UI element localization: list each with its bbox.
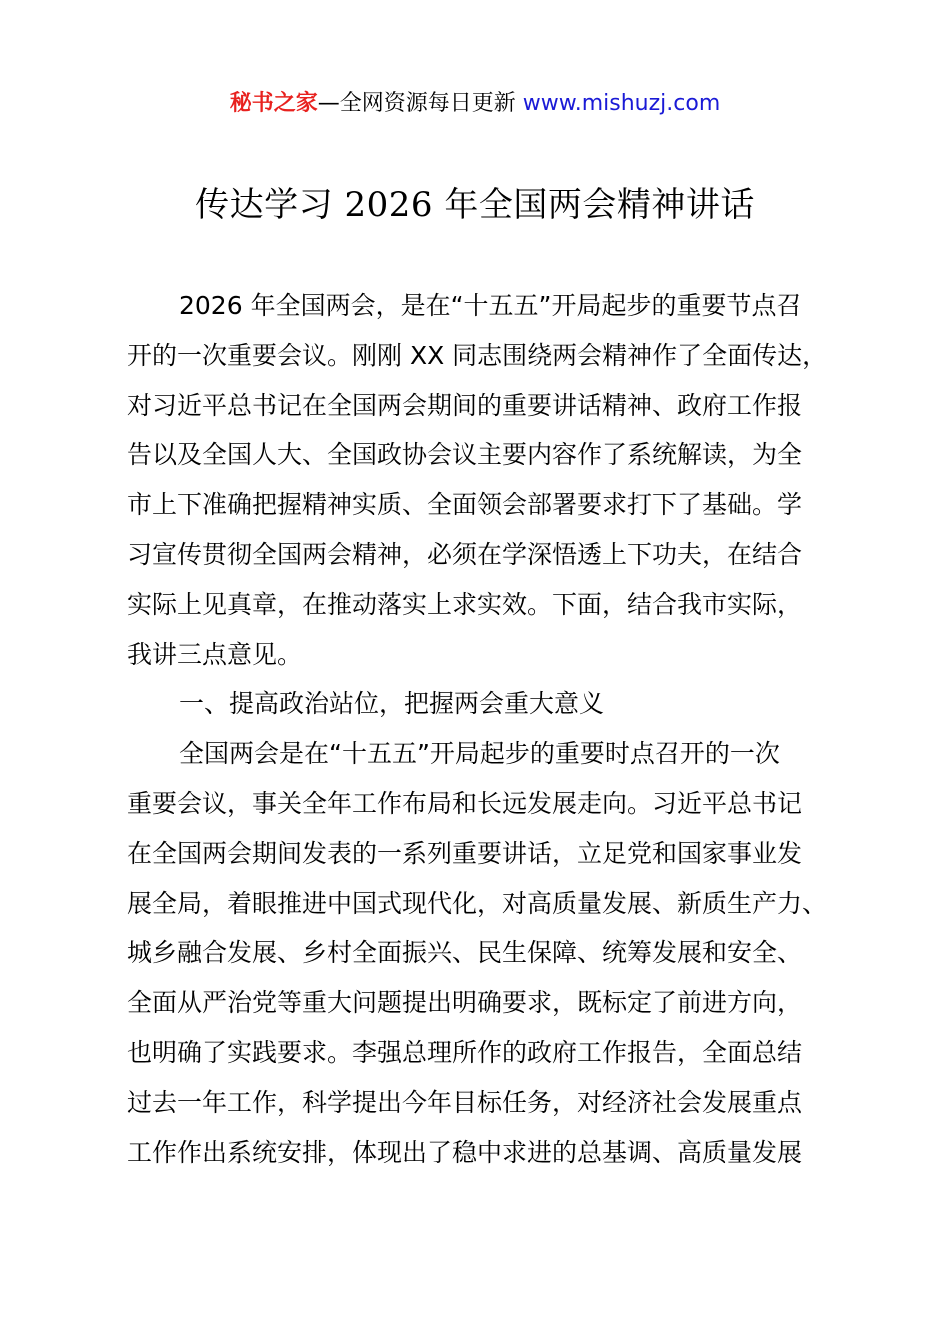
body-line: 过去一年工作，科学提出今年目标任务，对经济社会发展重点 xyxy=(127,1087,803,1117)
document-title: 传达学习 2026 年全国两会精神讲话 xyxy=(195,185,755,225)
document-body xyxy=(127,281,833,1177)
body-line: 开的一次重要会议。刚刚 XX 同志围绕两会精神作了全面传达， xyxy=(127,340,828,370)
body-line: 我讲三点意见。 xyxy=(127,639,303,669)
body-line: 习宣传贯彻全国两会精神，必须在学深悟透上下功夫，在结合 xyxy=(127,539,803,569)
body-line: 2026 年全国两会，是在“十五五”开局起步的重要节点召 xyxy=(179,291,802,320)
body-line: 重要会议，事关全年工作布局和长远发展走向。习近平总书记 xyxy=(127,788,803,818)
section-heading: 一、提高政治站位，把握两会重大意义 xyxy=(179,689,605,719)
body-line: 市上下准确把握精神实质、全面领会部署要求打下了基础。学 xyxy=(127,490,803,520)
site-banner xyxy=(0,86,950,122)
body-line: 城乡融合发展、乡村全面振兴、民生保障、统筹发展和安全、 xyxy=(127,938,803,968)
body-line: 工作作出系统安排，体现出了稳中求进的总基调、高质量发展 xyxy=(127,1137,803,1167)
body-line: 对习近平总书记在全国两会期间的重要讲话精神、政府工作报 xyxy=(127,390,803,420)
site-slogan: —全网资源每日更新 xyxy=(317,91,516,116)
body-line: 全面从严治党等重大问题提出明确要求，既标定了前进方向， xyxy=(127,988,803,1018)
site-url-link[interactable]: www.mishuzj.com xyxy=(522,91,721,116)
body-line: 在全国两会期间发表的一系列重要讲话，立足党和国家事业发 xyxy=(127,838,803,868)
body-line: 也明确了实践要求。李强总理所作的政府工作报告，全面总结 xyxy=(127,1037,803,1067)
body-line: 展全局，着眼推进中国式现代化，对高质量发展、新质生产力、 xyxy=(127,888,828,918)
site-brand[interactable]: 秘书之家 xyxy=(229,91,318,116)
body-line: 实际上见真章，在推动落实上求实效。下面，结合我市实际， xyxy=(127,589,803,619)
body-line: 告以及全国人大、全国政协会议主要内容作了系统解读，为全 xyxy=(127,440,803,470)
body-line: 全国两会是在“十五五”开局起步的重要时点召开的一次 xyxy=(179,739,780,769)
